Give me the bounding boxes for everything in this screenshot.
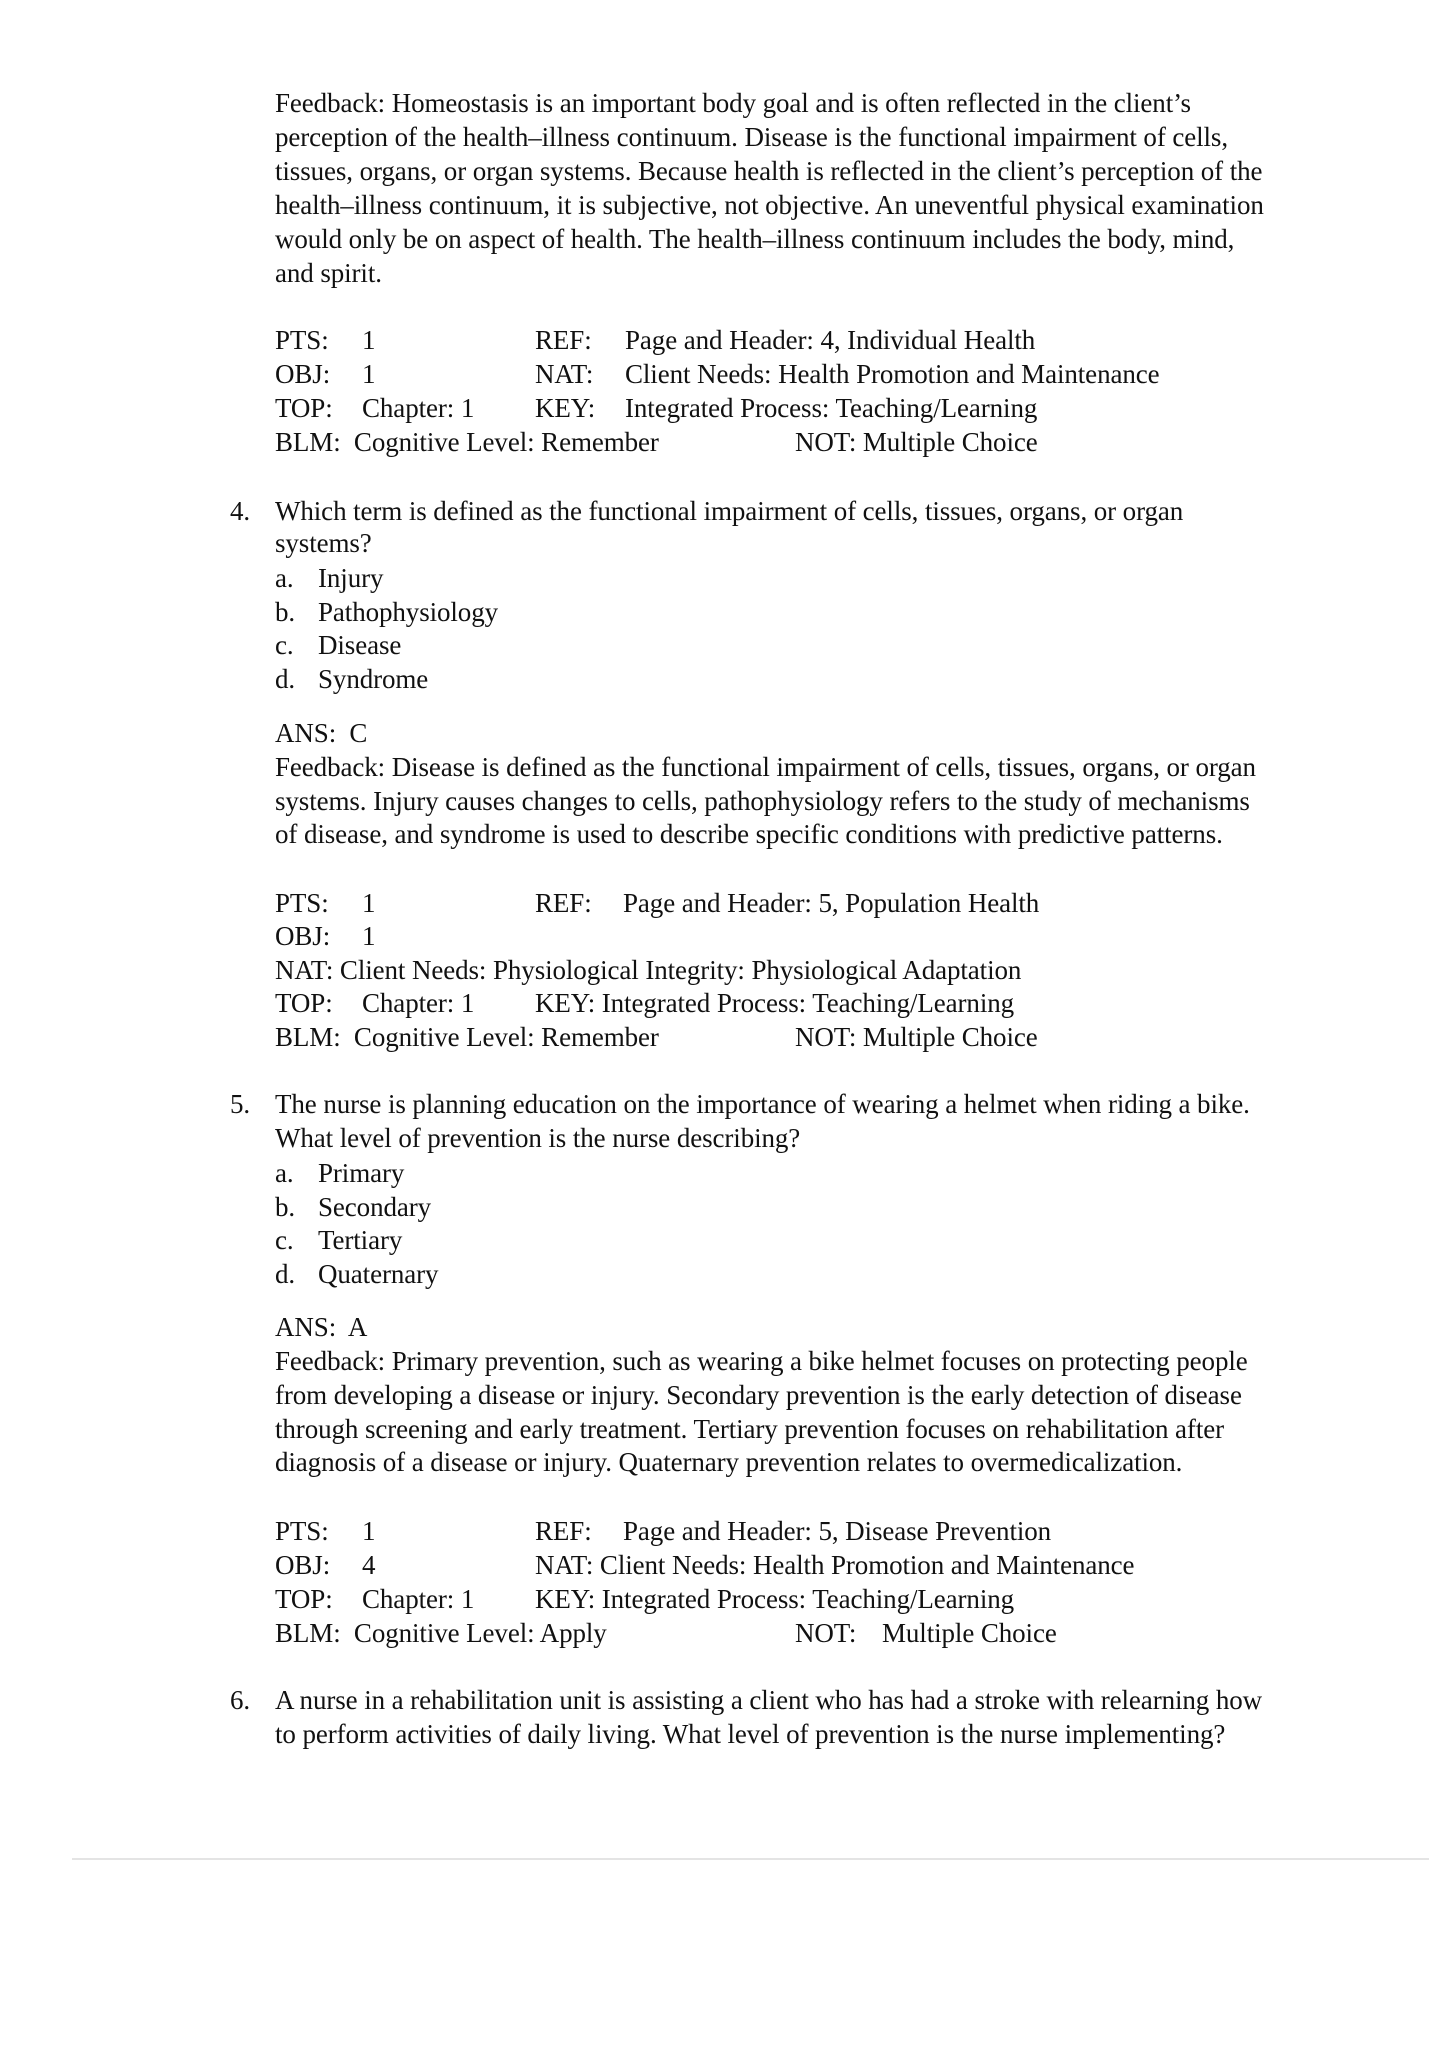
option-text: Secondary bbox=[318, 1192, 432, 1222]
nat-label: NAT: bbox=[535, 359, 594, 389]
blm-text: BLM: Cognitive Level: Apply bbox=[275, 1618, 607, 1648]
top-label: TOP: bbox=[275, 393, 333, 423]
ref-label: REF: bbox=[535, 325, 592, 355]
option-letter: b. bbox=[275, 597, 296, 627]
top-value: Chapter: 1 bbox=[362, 1584, 475, 1614]
pts-value: 1 bbox=[362, 325, 376, 355]
feedback-line: health–illness continuum, it is subjective, not objective. An uneventful physical examination bbox=[275, 190, 1264, 220]
blm-text: BLM: Cognitive Level: Remember bbox=[275, 1022, 659, 1052]
top-value: Chapter: 1 bbox=[362, 988, 475, 1018]
ref-value: Page and Header: 5, Population Health bbox=[623, 888, 1040, 918]
obj-label: OBJ: bbox=[275, 1550, 331, 1580]
feedback-line: of disease, and syndrome is used to describe specific conditions with predictive patterns. bbox=[275, 819, 1223, 849]
option-letter: d. bbox=[275, 1259, 296, 1289]
pts-label: PTS: bbox=[275, 888, 329, 918]
question-stem-line: to perform activities of daily living. What level of prevention is the nurse implementing? bbox=[275, 1719, 1226, 1749]
question-stem-line: The nurse is planning education on the importance of wearing a helmet when riding a bike. bbox=[275, 1089, 1250, 1119]
option-letter: a. bbox=[275, 1158, 294, 1188]
not-label: NOT: bbox=[795, 1618, 857, 1648]
feedback-line: would only be on aspect of health. The health–illness continuum includes the body, mind, bbox=[275, 224, 1235, 254]
nat-text: NAT: Client Needs: Health Promotion and Maintenance bbox=[535, 1550, 1135, 1580]
obj-label: OBJ: bbox=[275, 921, 331, 951]
feedback-line: systems. Injury causes changes to cells, pathophysiology refers to the study of mechanisms bbox=[275, 786, 1250, 816]
ref-value: Page and Header: 4, Individual Health bbox=[625, 325, 1036, 355]
question-number: 6. bbox=[230, 1685, 251, 1715]
option-text: Injury bbox=[318, 563, 384, 593]
not-text: NOT: Multiple Choice bbox=[795, 1022, 1038, 1052]
question-stem-line: systems? bbox=[275, 528, 372, 558]
obj-value: 1 bbox=[362, 359, 376, 389]
feedback-line: Feedback: Disease is defined as the functional impairment of cells, tissues, organs, or organ bbox=[275, 752, 1256, 782]
ref-value: Page and Header: 5, Disease Prevention bbox=[623, 1516, 1052, 1546]
answer-key: ANS: C bbox=[275, 718, 368, 748]
option-letter: c. bbox=[275, 1225, 294, 1255]
top-value: Chapter: 1 bbox=[362, 393, 475, 423]
option-text: Disease bbox=[318, 630, 402, 660]
feedback-line: Feedback: Homeostasis is an important body goal and is often reflected in the client’s bbox=[275, 88, 1191, 118]
question-stem-line: A nurse in a rehabilitation unit is assisting a client who has had a stroke with relearning how bbox=[275, 1685, 1263, 1715]
top-label: TOP: bbox=[275, 1584, 333, 1614]
key-text: KEY: Integrated Process: Teaching/Learning bbox=[535, 1584, 1015, 1614]
top-label: TOP: bbox=[275, 988, 333, 1018]
question-number: 5. bbox=[230, 1089, 251, 1119]
option-letter: a. bbox=[275, 563, 294, 593]
nat-text: NAT: Client Needs: Physiological Integrity: Physiological Adaptation bbox=[275, 955, 1022, 985]
key-text: KEY: Integrated Process: Teaching/Learning bbox=[535, 988, 1015, 1018]
not-text: NOT: Multiple Choice bbox=[795, 427, 1038, 457]
not-value: Multiple Choice bbox=[882, 1618, 1057, 1648]
key-label: KEY: bbox=[535, 393, 596, 423]
pts-label: PTS: bbox=[275, 325, 329, 355]
option-text: Tertiary bbox=[318, 1225, 403, 1255]
pts-value: 1 bbox=[362, 888, 376, 918]
feedback-line: Feedback: Primary prevention, such as wearing a bike helmet focuses on protecting people bbox=[275, 1346, 1248, 1376]
pts-label: PTS: bbox=[275, 1516, 329, 1546]
feedback-line: through screening and early treatment. Tertiary prevention focuses on rehabilitation after bbox=[275, 1414, 1224, 1444]
obj-value: 1 bbox=[362, 921, 376, 951]
obj-value: 4 bbox=[362, 1550, 376, 1580]
feedback-line: and spirit. bbox=[275, 258, 382, 288]
page-separator bbox=[72, 1858, 1429, 1860]
feedback-line: tissues, organs, or organ systems. Because health is reflected in the client’s perception of the bbox=[275, 156, 1263, 186]
feedback-line: perception of the health–illness continuum. Disease is the functional impairment of cells, bbox=[275, 122, 1228, 152]
blm-text: BLM: Cognitive Level: Remember bbox=[275, 427, 659, 457]
ref-label: REF: bbox=[535, 888, 592, 918]
option-letter: d. bbox=[275, 664, 296, 694]
option-letter: c. bbox=[275, 630, 294, 660]
option-text: Pathophysiology bbox=[318, 597, 499, 627]
key-value: Integrated Process: Teaching/Learning bbox=[625, 393, 1038, 423]
feedback-line: from developing a disease or injury. Secondary prevention is the early detection of disease bbox=[275, 1380, 1242, 1410]
obj-label: OBJ: bbox=[275, 359, 331, 389]
ref-label: REF: bbox=[535, 1516, 592, 1546]
option-letter: b. bbox=[275, 1192, 296, 1222]
feedback-line: diagnosis of a disease or injury. Quaternary prevention relates to overmedicalization. bbox=[275, 1447, 1183, 1477]
option-text: Quaternary bbox=[318, 1259, 439, 1289]
answer-key: ANS: A bbox=[275, 1312, 368, 1342]
option-text: Syndrome bbox=[318, 664, 429, 694]
pts-value: 1 bbox=[362, 1516, 376, 1546]
question-stem-line: Which term is defined as the functional impairment of cells, tissues, organs, or organ bbox=[275, 496, 1184, 526]
nat-value: Client Needs: Health Promotion and Maintenance bbox=[625, 359, 1160, 389]
question-stem-line: What level of prevention is the nurse describing? bbox=[275, 1123, 801, 1153]
option-text: Primary bbox=[318, 1158, 405, 1188]
question-number: 4. bbox=[230, 496, 251, 526]
